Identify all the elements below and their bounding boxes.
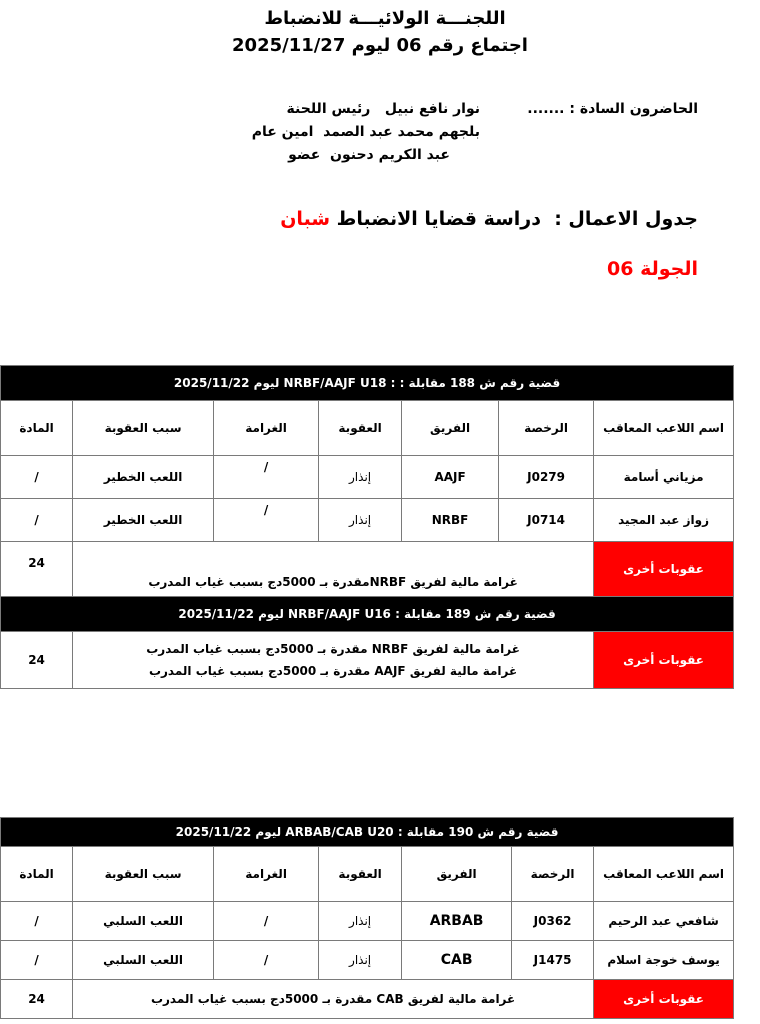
col-reason: سبب العقوبة: [73, 847, 214, 902]
attendee-2: بلجهم محمد عبد الصمد امين عام: [251, 124, 480, 140]
attendee-1: نوار نافع نبيل رئيس اللحنة: [286, 101, 480, 117]
reason: اللعب السلبي: [73, 941, 214, 980]
team: NRBF: [402, 499, 499, 542]
table-row: [1, 456, 734, 499]
column-headers: [1, 401, 734, 456]
col-player: اسم اللاعب المعاقب: [594, 401, 734, 456]
committee-title: اللجنـــة الولائيـــة للانضباط: [264, 8, 506, 29]
penalty: إنذار: [319, 941, 402, 980]
table-row: [1, 499, 734, 542]
col-player: اسم اللاعب المعاقب: [594, 847, 734, 902]
column-headers: [1, 847, 734, 902]
table-row: [1, 902, 734, 941]
attendees-label: الحاضرون السادة : .......: [527, 101, 698, 117]
license: J1475: [512, 941, 594, 980]
fine: /: [214, 499, 319, 542]
team: ARBAB: [402, 902, 512, 941]
other-penalties-label: عقوبات أخرى: [594, 632, 734, 689]
article: /: [1, 941, 73, 980]
agenda-category: شبان: [280, 208, 331, 230]
other-penalty-line: غرامة مالية لفريق NRBF مقدرة بـ 5000دج بسبب غياب المدرب: [146, 642, 520, 656]
case-title: قضية رقم ش 190 مقابلة : ARBAB/CAB U20 ليوم 2025/11/22: [1, 818, 734, 847]
other-penalty-line: غرامة مالية لفريق AAJF مقدرة بـ 5000دج بسبب غياب المدرب: [148, 664, 518, 678]
player-name: شافعي عبد الرحيم: [594, 902, 734, 941]
penalty: إنذار: [319, 499, 402, 542]
other-penalties-label: عقوبات أخرى: [594, 980, 734, 1019]
other-penalty-text: غرامة مالية لفريق CAB مقدرة بـ 5000دج بسبب غياب المدرب: [73, 980, 594, 1019]
team: AAJF: [402, 456, 499, 499]
player-name: مزياني أسامة: [594, 456, 734, 499]
col-team: الفريق: [402, 847, 512, 902]
license: J0279: [499, 456, 594, 499]
reason: اللعب الخطير: [73, 456, 214, 499]
article: /: [1, 499, 73, 542]
article: /: [1, 902, 73, 941]
other-penalties-row: [1, 980, 734, 1019]
case-title: قضية رقم ش 189 مقابلة : NRBF/AAJF U16 ليوم 2025/11/22: [1, 597, 734, 632]
other-penalty-article: 24: [1, 980, 73, 1019]
license: J0714: [499, 499, 594, 542]
other-penalties-label: عقوبات أخرى: [594, 542, 734, 597]
col-fine: الغرامة: [214, 847, 319, 902]
other-penalty-article: 24: [1, 632, 73, 689]
team: CAB: [402, 941, 512, 980]
other-penalties-row: [1, 632, 734, 689]
col-license: الرخصة: [499, 401, 594, 456]
round-label: الجولة 06: [607, 258, 698, 280]
col-article: المادة: [1, 401, 73, 456]
table-row: [1, 941, 734, 980]
penalty: إنذار: [319, 456, 402, 499]
fine: /: [214, 456, 319, 499]
article: /: [1, 456, 73, 499]
meeting-title: اجتماع رقم 06 ليوم 2025/11/27: [232, 35, 528, 56]
license: J0362: [512, 902, 594, 941]
col-penalty: العقوبة: [319, 401, 402, 456]
penalty: إنذار: [319, 902, 402, 941]
case-title: قضية رقم ش 188 مقابلة : : NRBF/AAJF U18 ليوم 2025/11/22: [1, 366, 734, 401]
agenda-line: [280, 208, 698, 230]
case-table-190: [0, 817, 734, 1019]
case-table-188-189: [0, 365, 734, 689]
reason: اللعب الخطير: [73, 499, 214, 542]
attendee-3: عبد الكريم دحنون عضو: [288, 147, 450, 163]
other-penalty-text: [73, 632, 594, 689]
player-name: يوسف خوجة اسلام: [594, 941, 734, 980]
col-penalty: العقوبة: [319, 847, 402, 902]
col-reason: سبب العقوبة: [73, 401, 214, 456]
col-article: المادة: [1, 847, 73, 902]
col-team: الفريق: [402, 401, 499, 456]
other-penalties-row: [1, 542, 734, 597]
player-name: زواز عبد المجيد: [594, 499, 734, 542]
other-penalty-text: غرامة مالية لفريق NRBFمقدرة بـ 5000دج بسبب غياب المدرب: [73, 542, 594, 597]
fine: /: [214, 941, 319, 980]
fine: /: [214, 902, 319, 941]
other-penalty-article: 24: [1, 542, 73, 597]
reason: اللعب السلبي: [73, 902, 214, 941]
agenda-label: جدول الاعمال : دراسة قضايا الانضباط: [330, 208, 698, 230]
col-license: الرخصة: [512, 847, 594, 902]
col-fine: الغرامة: [214, 401, 319, 456]
